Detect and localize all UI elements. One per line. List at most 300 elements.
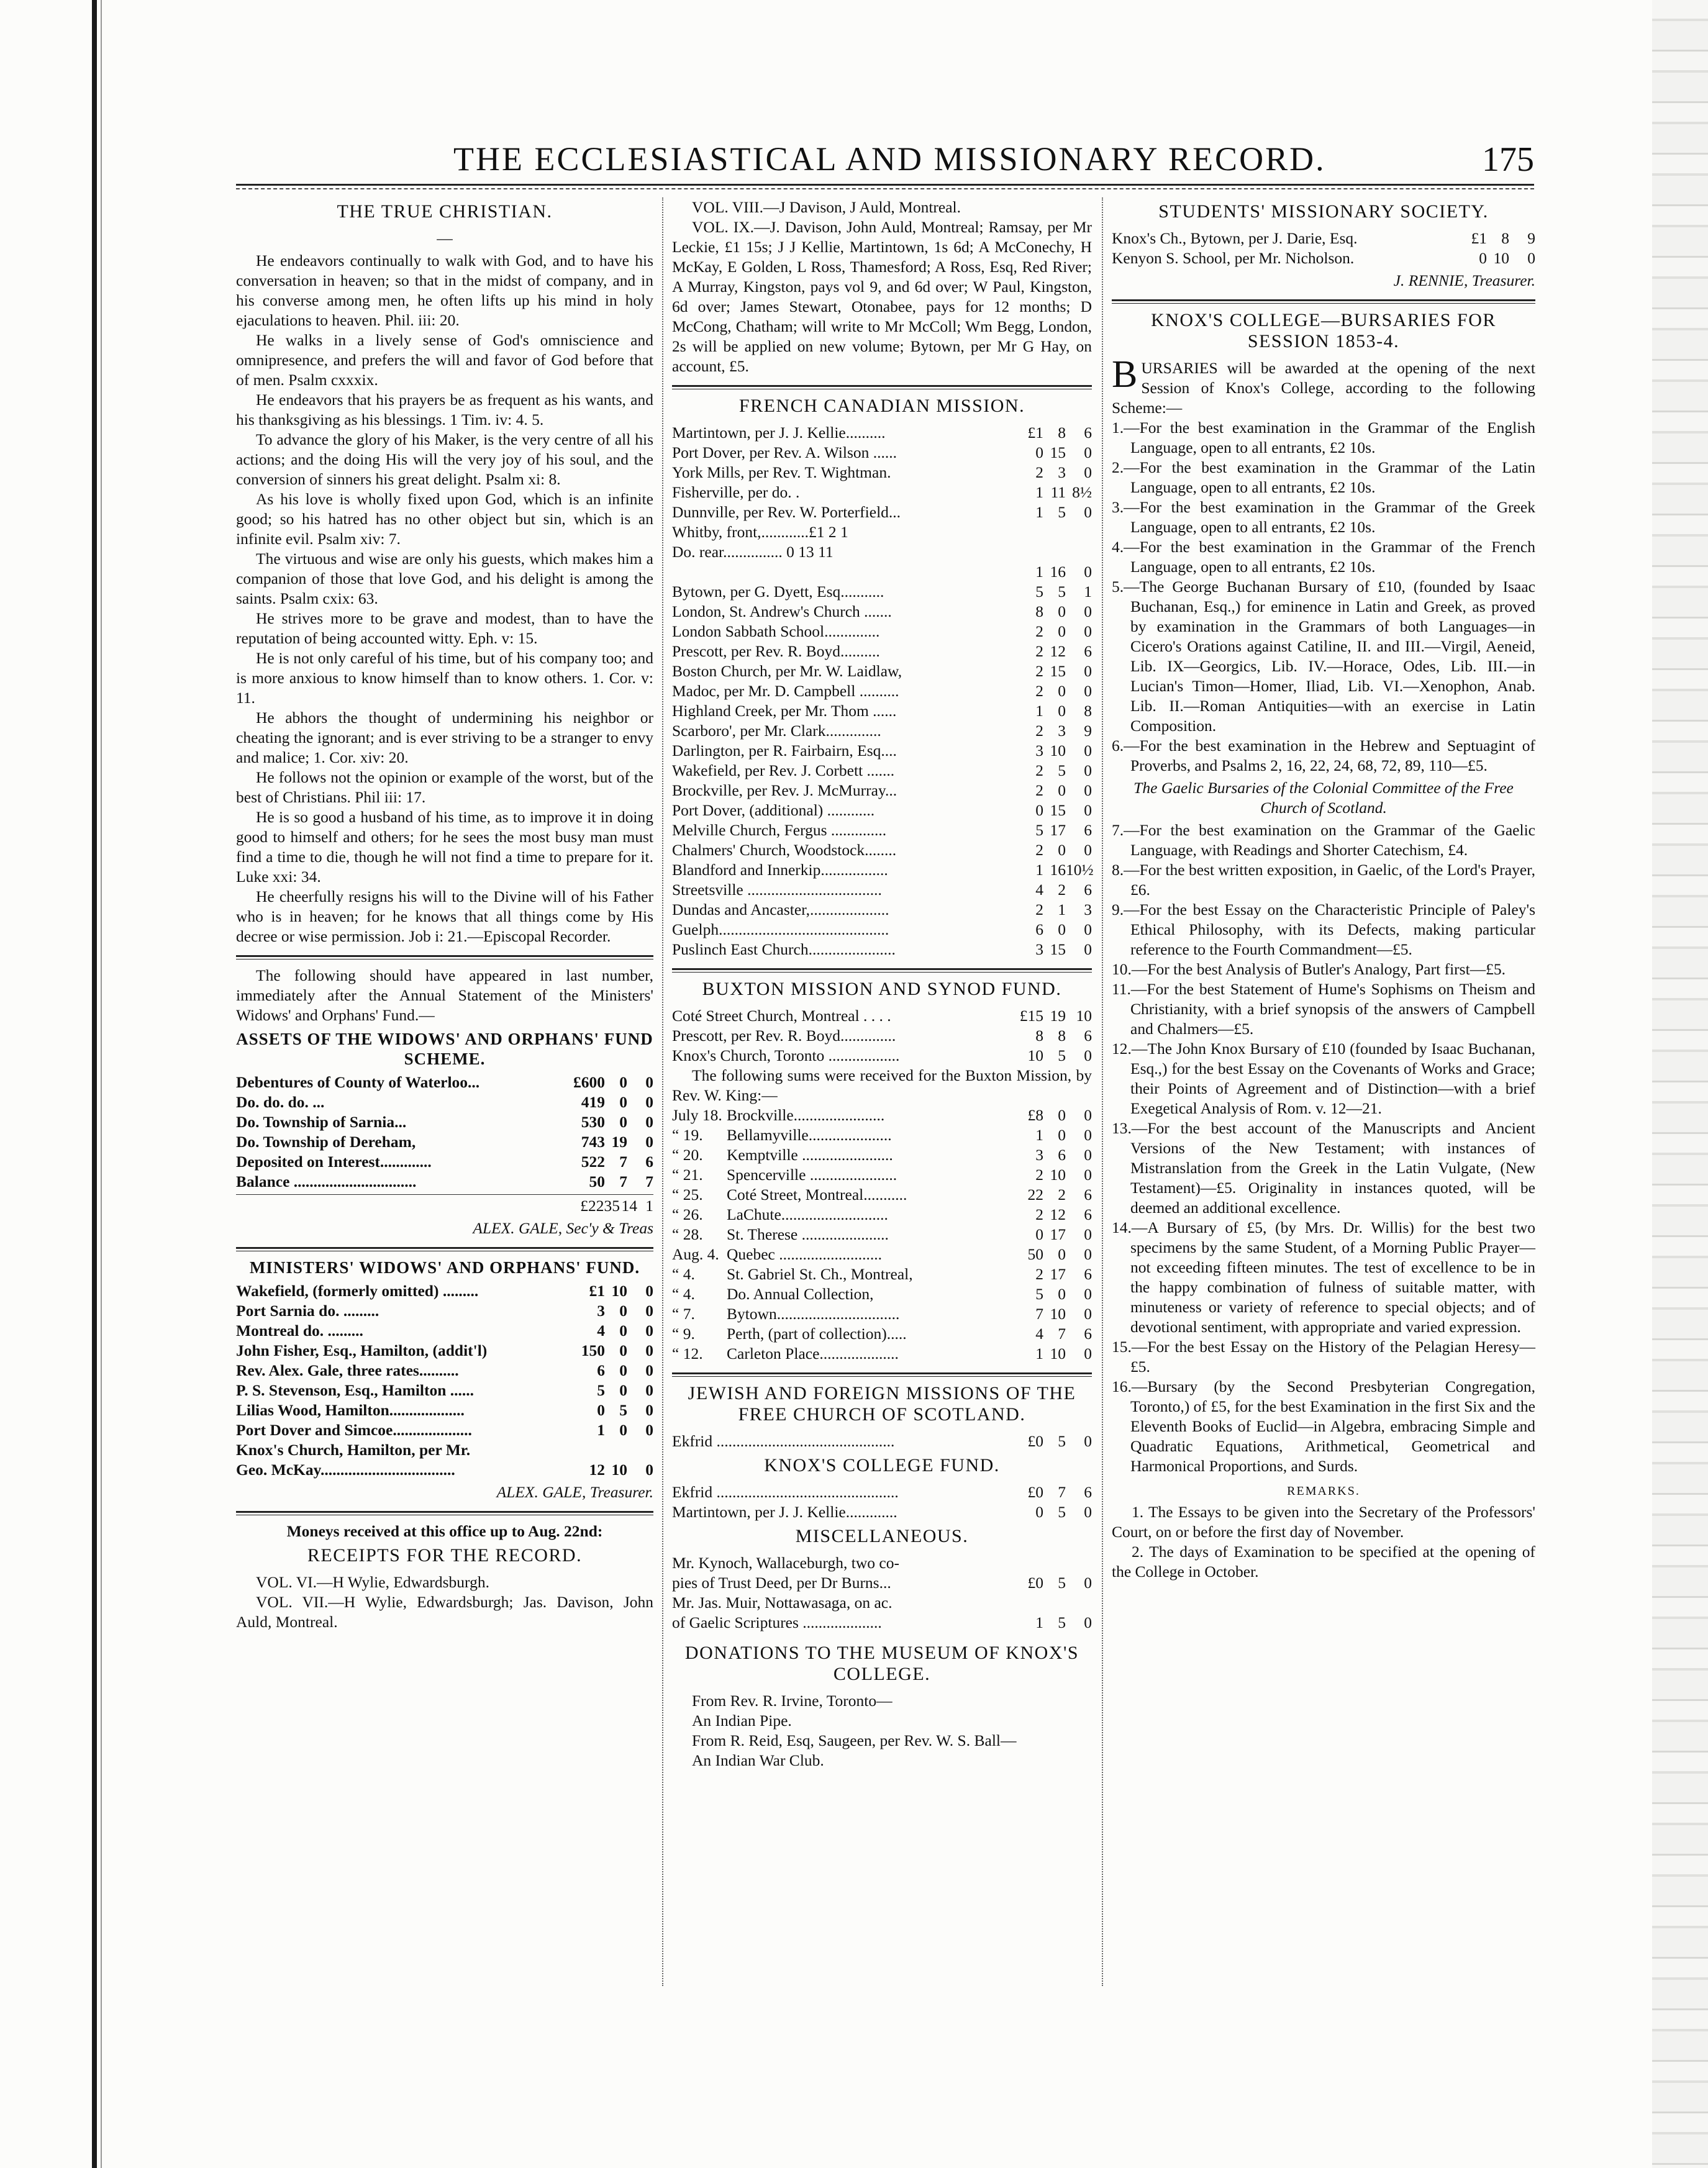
ledger-amount-d: 0	[1084, 920, 1092, 938]
ledger-row	[672, 1324, 1092, 1344]
ledger-amount-l: 0	[1035, 1225, 1043, 1243]
ledger-row	[672, 443, 1092, 463]
ledger-label: Port Dover and Simcoe....................	[236, 1421, 472, 1439]
ledger-amount-s: 12	[1050, 1205, 1066, 1223]
ledger-date: July 18.	[672, 1106, 722, 1124]
museum-line: From R. Reid, Esq, Saugeen, per Rev. W. S. Ball—	[692, 1731, 1017, 1749]
ledger-amount-d: 0	[645, 1093, 653, 1111]
ministers-signature: ALEX. GALE, Treasurer.	[496, 1483, 653, 1501]
ledger-amount-d: 0	[645, 1361, 653, 1379]
section-rule	[236, 1511, 653, 1515]
ledger-label: Kenyon S. School, per Mr. Nicholson.	[1112, 249, 1355, 267]
ledger-amount-l: 1	[1035, 702, 1043, 720]
ledger-label: Mr. Jas. Muir, Nottawasaga, on ac.	[672, 1594, 893, 1612]
ledger-row	[672, 463, 1092, 483]
ledger-amount-s: 0	[1058, 1285, 1066, 1303]
ledger-label: Martintown, per J. J. Kellie..........	[672, 424, 886, 442]
ledger-amount-l: 1	[1035, 1345, 1043, 1363]
ledger-label: Do. Township of Sarnia...	[236, 1113, 407, 1131]
buxton-title: BUXTON MISSION AND SYNOD FUND.	[702, 979, 1062, 999]
ledger-amount-l: 1	[1035, 1613, 1043, 1631]
paragraph: He is so good a husband of his time, as to improve it in doing good to himself and others; for he sees the most busy man must find a time to die, though he will not find a time to prepare for it. Luke xxi: 34.	[236, 808, 653, 886]
ledger-amount-d: 0	[1084, 443, 1092, 461]
column-3	[1112, 197, 1535, 1582]
ledger-amount-d: 9	[1084, 722, 1092, 740]
ledger-row	[672, 1344, 1092, 1364]
ledger-label: Highland Creek, per Mr. Thom ......	[672, 702, 897, 720]
receipt-line: VOL. VII.—H Wylie, Edwardsburgh; Jas. Davison, John Auld, Montreal.	[236, 1593, 653, 1631]
ledger-row	[236, 1132, 653, 1152]
ledger-row	[672, 1264, 1092, 1284]
ledger-label: St. Therese ......................	[727, 1225, 889, 1243]
ledger-row	[672, 1431, 1092, 1451]
ledger-amount-d: 0	[1084, 742, 1092, 760]
paragraph: To advance the glory of his Maker, is the very centre of all his actions; and the doing His will the very joy of his soul, and the conversion of sinners his great delight. Psalm xi: 8.	[236, 430, 653, 488]
ledger-amount-s: 10	[1050, 1305, 1066, 1323]
ledger-amount-l: £600	[573, 1073, 605, 1091]
ledger-label: Bytown...............................	[727, 1305, 900, 1323]
ledger-amount-l: 2	[1035, 1166, 1043, 1184]
ledger-amount-d: 8	[1084, 702, 1092, 720]
ledger-label: Debentures of County of Waterloo...	[236, 1073, 480, 1091]
ledger-amount-l: 3	[1035, 940, 1043, 958]
museum-line: From Rev. R. Irvine, Toronto—	[692, 1692, 893, 1710]
ledger-amount-s: 2	[1058, 1186, 1066, 1204]
ledger-label: Wakefield, (formerly omitted) .........	[236, 1282, 479, 1300]
ledger-amount-d: 0	[645, 1461, 653, 1479]
ledger-row	[672, 1165, 1092, 1185]
ledger-row	[236, 1092, 653, 1112]
ledger-amount-l: 0	[1479, 249, 1487, 267]
ledger-date: “ 19.	[672, 1126, 703, 1144]
ledger-amount-s: 0	[619, 1361, 627, 1379]
ledger-label: Ekfrid .............................................	[672, 1432, 895, 1450]
ledger-amount-s: 5	[1058, 761, 1066, 779]
ledger-amount-l: 5	[597, 1381, 605, 1399]
ledger-amount-d: 0	[1084, 463, 1092, 481]
ledger-label: Geo. McKay..................................	[236, 1461, 455, 1479]
museum-line: An Indian Pipe.	[692, 1712, 792, 1730]
ledger-row	[236, 1400, 653, 1420]
ledger-label: Spencerville ......................	[727, 1166, 897, 1184]
ledger-amount-s: 0	[619, 1322, 627, 1340]
ledger-amount-d: 0	[1084, 1305, 1092, 1323]
true-christian-text	[236, 251, 653, 946]
ledger-label: Whitby, front,............£1 2 1	[672, 523, 848, 541]
ledger-amount-s: 5	[1058, 583, 1066, 601]
ledger-amount-d: 0	[1084, 602, 1092, 620]
ledger-amount-s: 15	[1050, 801, 1066, 819]
ledger-amount-s: 0	[1058, 781, 1066, 799]
ledger-label: Melville Church, Fergus ..............	[672, 821, 887, 839]
ledger-amount-d: 9	[1527, 229, 1535, 247]
ledger-label: Rev. Alex. Gale, three rates..........	[236, 1361, 459, 1379]
ledger-label: London, St. Andrew's Church .......	[672, 602, 892, 620]
ledger-date: “ 7.	[672, 1305, 695, 1323]
ledger-amount-l: 419	[581, 1093, 605, 1111]
ledger-amount-s: 2	[1058, 881, 1066, 899]
ledger-row	[672, 801, 1092, 820]
bursaries-intro: BURSARIES will be awarded at the opening of the next Session of Knox's College, according to the following Scheme:—	[1112, 353, 1535, 417]
ledger-row	[672, 582, 1092, 602]
ledger-label: Dundas and Ancaster,....................	[672, 900, 889, 918]
ledger-label: pies of Trust Deed, per Dr Burns...	[672, 1574, 891, 1592]
ledger-label: Guelph...........................................	[672, 920, 889, 938]
paragraph: He follows not the opinion or example of the worst, but of the best of Christians. Phil iii: 17.	[236, 768, 653, 806]
ledger-amount-d: 6	[1084, 1205, 1092, 1223]
ledger-amount-s: 10	[611, 1461, 627, 1479]
ledger-date: “ 4.	[672, 1285, 695, 1303]
ledger-row	[672, 1593, 1092, 1613]
ledger-amount-d: 10½	[1066, 861, 1094, 879]
ledger-label: Bytown, per G. Dyett, Esq...........	[672, 583, 884, 601]
ledger-amount-l: 0	[1035, 443, 1043, 461]
ledger-label: Do. Annual Collection,	[727, 1285, 874, 1303]
ledger-amount-d: 0	[1084, 1126, 1092, 1144]
ledger-row	[672, 1284, 1092, 1304]
ledger-amount-s: 0	[619, 1381, 627, 1399]
ledger-amount-s: 0	[619, 1093, 627, 1111]
bursaries-list	[1112, 418, 1535, 776]
ledger-label: Deposited on Interest.............	[236, 1153, 432, 1171]
ledger-amount-l: 743	[581, 1133, 605, 1151]
receipts-continued	[672, 197, 1092, 376]
ledger-row	[672, 522, 1092, 542]
ledger-label: Do. Township of Dereham,	[236, 1133, 416, 1151]
ledger-label: Madoc, per Mr. D. Campbell ..........	[672, 682, 899, 700]
ledger-amount-s: 15	[1050, 662, 1066, 680]
ledger-date: “ 9.	[672, 1325, 695, 1343]
ledger-amount-s: 3	[1058, 722, 1066, 740]
ledger-amount-d: 0	[1084, 1613, 1092, 1631]
divider-dash: —	[437, 229, 453, 247]
students-society-table	[1112, 229, 1535, 268]
section-rule	[672, 1372, 1092, 1377]
ledger-label: Port Dover, per Rev. A. Wilson ......	[672, 443, 897, 461]
ledger-amount-l: 8	[1035, 602, 1043, 620]
buxton-intro: The following sums were received for the Buxton Mission, by Rev. W. King:—	[672, 1066, 1092, 1104]
ledger-amount-l: 522	[581, 1153, 605, 1171]
ledger-amount-d: 6	[1084, 1027, 1092, 1045]
ledger-row	[672, 1125, 1092, 1145]
ledger-label: of Gaelic Scriptures ....................	[672, 1613, 882, 1631]
ledger-label: Kemptville .......................	[727, 1146, 893, 1164]
page-edge-shadow	[92, 0, 97, 2168]
ledger-row	[236, 1112, 653, 1132]
ledger-label: Boston Church, per Mr. W. Laidlaw,	[672, 662, 902, 680]
section-rule	[236, 955, 653, 959]
ledger-amount-s: 5	[1058, 1613, 1066, 1631]
ledger-label: Port Dover, (additional) ............	[672, 801, 875, 819]
ledger-row	[236, 1460, 653, 1480]
paragraph: He endeavors that his prayers be as frequent as his wants, and his thanksgiving as his blessings. 1 Tim. iv: 4. 5.	[236, 391, 653, 429]
ledger-label: Knox's Church, Hamilton, per Mr.	[236, 1441, 471, 1459]
ledger-row	[672, 1145, 1092, 1165]
ledger-label: Brockville, per Rev. J. McMurray...	[672, 781, 897, 799]
ledger-row	[672, 840, 1092, 860]
ledger-amount-s: 10	[1493, 249, 1509, 267]
ledger-row	[236, 1381, 653, 1400]
ledger-amount-s: 5	[1058, 1574, 1066, 1592]
ledger-amount-l: 2	[1035, 1205, 1043, 1223]
ledger-row	[672, 1105, 1092, 1125]
ledger-amount-l: 10	[1027, 1046, 1043, 1064]
ledger-label: Chalmers' Church, Woodstock........	[672, 841, 897, 859]
ledger-amount-l: 50	[1027, 1245, 1043, 1263]
ledger-row	[672, 661, 1092, 681]
ledger-amount-s: 17	[1050, 821, 1066, 839]
students-signature: J. RENNIE, Treasurer.	[1393, 271, 1535, 289]
ledger-amount-s: 3	[1058, 463, 1066, 481]
ledger-amount-l: 6	[597, 1361, 605, 1379]
ledger-row	[672, 701, 1092, 721]
ledger-amount-l: £1	[589, 1282, 605, 1300]
ledger-date: “ 28.	[672, 1225, 703, 1243]
ledger-amount-s: 7	[1058, 1483, 1066, 1501]
ledger-amount-d: 0	[1084, 1345, 1092, 1363]
ledger-amount-s: 0	[619, 1341, 627, 1359]
ledger-label: P. S. Stevenson, Esq., Hamilton ......	[236, 1381, 475, 1399]
ledger-amount-s: 17	[1050, 1265, 1066, 1283]
bursary-item: 11.—For the best Statement of Hume's Sophisms on Theism and Christianity, with a brief synopsis of the answers of Campbell and Chalmers—£5.	[1112, 980, 1535, 1038]
ledger-row	[672, 1205, 1092, 1225]
ledger-row	[236, 1361, 653, 1381]
bursary-item: 9.—For the best Essay on the Characteristic Principle of Paley's Ethical Philosophy, with its Defects, making particular reference to the Fourth Commandment—£5.	[1112, 900, 1535, 958]
ledger-amount-d: 6	[645, 1153, 653, 1171]
ledger-amount-l: 1	[1035, 483, 1043, 501]
ledger-amount-l: 3	[1035, 742, 1043, 760]
ledger-label: Montreal do. .........	[236, 1322, 363, 1340]
ledger-amount-d: 6	[1084, 1265, 1092, 1283]
ledger-amount-l: 1	[1035, 861, 1043, 879]
ledger-amount-d: 0	[1084, 622, 1092, 640]
ledger-row	[1112, 229, 1535, 248]
ledger-amount-d: 0	[645, 1113, 653, 1131]
ledger-label: Prescott, per Rev. R. Boyd..............	[672, 1027, 896, 1045]
ledger-amount-d: 0	[1084, 563, 1092, 581]
ledger-row	[672, 1185, 1092, 1205]
column-1	[236, 197, 653, 1632]
ledger-row	[672, 1245, 1092, 1264]
ledger-amount-d: 0	[1084, 761, 1092, 779]
header-rule	[236, 184, 1534, 189]
ledger-amount-l: 8	[1035, 1027, 1043, 1045]
ledger-amount-d: 0	[1084, 801, 1092, 819]
jewish-title: JEWISH AND FOREIGN MISSIONS OF THE FREE CHURCH OF SCOTLAND.	[688, 1383, 1076, 1425]
ledger-amount-l: £0	[1027, 1432, 1043, 1450]
ledger-row	[236, 1172, 653, 1192]
column-divider-1	[662, 197, 663, 1986]
ledger-amount-s: 11	[1050, 483, 1066, 501]
ledger-amount-s: 0	[1058, 622, 1066, 640]
ledger-label: Balance ...............................	[236, 1172, 417, 1191]
ledger-row	[672, 721, 1092, 741]
ledger-row	[672, 860, 1092, 880]
ledger-amount-s: 15	[1050, 940, 1066, 958]
ledger-label: Lilias Wood, Hamilton...................	[236, 1401, 465, 1419]
ledger-label: Darlington, per R. Fairbairn, Esq....	[672, 742, 897, 760]
ledger-amount-d: 6	[1084, 1186, 1092, 1204]
ledger-row	[672, 880, 1092, 900]
ledger-amount-d: 1	[1084, 583, 1092, 601]
ledger-row	[672, 681, 1092, 701]
ledger-date: “ 26.	[672, 1205, 703, 1223]
museum-list	[672, 1691, 1092, 1771]
page-edge-line	[101, 0, 102, 2168]
ledger-amount-l: £0	[1027, 1574, 1043, 1592]
bursary-item: 2.—For the best examination in the Grammar of the Latin Language, open to all entrants, £2 10s.	[1112, 458, 1535, 496]
ledger-amount-l: 5	[1035, 1285, 1043, 1303]
buxton-table	[672, 1006, 1092, 1066]
ledger-amount-l: £0	[1027, 1483, 1043, 1501]
ledger-amount-l: 2	[1035, 722, 1043, 740]
ledger-amount-s: 0	[1058, 682, 1066, 700]
ledger-amount-d: 0	[1084, 1503, 1092, 1521]
ledger-amount-d: 0	[1084, 682, 1092, 700]
ledger-amount-s: 16	[1050, 861, 1066, 879]
ledger-row	[672, 1046, 1092, 1066]
paragraph: The virtuous and wise are only his guests, which makes him a companion of those that love God, and his delight is among the saints. Psalm cxix: 63.	[236, 550, 653, 607]
ledger-amount-s: 0	[619, 1073, 627, 1091]
ledger-date: “ 25.	[672, 1186, 703, 1204]
page-number: 175	[1482, 140, 1534, 179]
bursary-item: 5.—The George Buchanan Bursary of £10, (founded by Isaac Buchanan, Esq.,) for eminence in Latin and Greek, as proved by examination in the Grammars of both Languages—in Cicero's Orations against Catiline, II. and III.—Virgil, Aeneid, Lib. IX—Georgics, Lib. IV.—Horace, Odes, Lib. III.—in Lucian's Timon—Homer, Iliad, Lib. VI.—Xenophon, Anab. Lib. II.—Roman Antiquities—with an exercise in Latin Composition.	[1112, 578, 1535, 735]
ledger-amount-s: 5	[619, 1401, 627, 1419]
ledger-amount-l: 2	[1035, 662, 1043, 680]
ledger-label: Do. do. do. ...	[236, 1093, 325, 1111]
ledger-label: Blandford and Innerkip.................	[672, 861, 888, 879]
ledger-amount-l: 1	[1035, 563, 1043, 581]
notice-intro: The following should have appeared in last number, immediately after the Annual Statement of the Ministers' Widows' and Orphans' Fund.—	[236, 966, 653, 1024]
true-christian-title: THE TRUE CHRISTIAN.	[337, 201, 553, 222]
ledger-amount-d: 0	[1084, 662, 1092, 680]
column-2	[672, 197, 1092, 1771]
remark: 1. The Essays to be given into the Secretary of the Professors' Court, on or before the first day of November.	[1112, 1503, 1535, 1541]
ledger-amount-s: 10	[1050, 1166, 1066, 1184]
ledger-label: John Fisher, Esq., Hamilton, (addit'l)	[236, 1341, 488, 1359]
ledger-amount-l: 1	[1035, 1126, 1043, 1144]
ledger-amount-l: 6	[1035, 920, 1043, 938]
bursary-item: 10.—For the best Analysis of Butler's Analogy, Part first—£5.	[1112, 960, 1506, 978]
ledger-label: Ekfrid ..............................................	[672, 1483, 899, 1501]
ledger-date: “ 20.	[672, 1146, 703, 1164]
ledger-amount-s: 7	[1058, 1325, 1066, 1343]
ledger-amount-s: 8	[1501, 229, 1509, 247]
bursary-item: 12.—The John Knox Bursary of £10 (founded by Isaac Buchanan, Esq.,) for the best Essay on the Covenants of Works and Grace; their Points of Agreement and of Distinction—with a brief Exegetical Analysis of Rom. v. 12—21.	[1112, 1040, 1535, 1117]
ledger-amount-d: 3	[1084, 900, 1092, 918]
ledger-amount-s: 16	[1050, 563, 1066, 581]
ledger-amount-s: 8	[1058, 424, 1066, 442]
ledger-amount-l: 7	[1035, 1305, 1043, 1323]
remarks-title: REMARKS.	[1287, 1484, 1360, 1498]
knox-fund-table	[672, 1482, 1092, 1522]
ledger-amount-s: 0	[619, 1302, 627, 1320]
ledger-label: Wakefield, per Rev. J. Corbett .......	[672, 761, 895, 779]
ledger-amount-d: 0	[1084, 1106, 1092, 1124]
ledger-label: Coté Street Church, Montreal . . . .	[672, 1007, 891, 1025]
ledger-label: Puslinch East Church......................	[672, 940, 896, 958]
ledger-date: Aug. 4.	[672, 1245, 719, 1263]
ledger-amount-l: 1	[1035, 503, 1043, 521]
ledger-amount-l: 12	[589, 1461, 605, 1479]
bursary-item: 3.—For the best examination in the Grammar of the Greek Language, open to all entrants, £2 10s.	[1112, 498, 1535, 536]
gaelic-heading: The Gaelic Bursaries of the Colonial Committee of the Free Church of Scotland.	[1133, 779, 1514, 817]
ledger-amount-s: 10	[1050, 1345, 1066, 1363]
ledger-label: Carleton Place....................	[727, 1345, 899, 1363]
ledger-amount-d: 0	[1084, 841, 1092, 859]
ledger-label: Knox's Church, Toronto ..................	[672, 1046, 900, 1064]
ledger-amount-d: 0	[1084, 1574, 1092, 1592]
ledger-label: Martintown, per J. J. Kellie.............	[672, 1503, 897, 1521]
ledger-date: “ 4.	[672, 1265, 695, 1283]
ledger-amount-d: 0	[645, 1421, 653, 1439]
ledger-date: “ 21.	[672, 1166, 703, 1184]
ledger-amount-d: 0	[645, 1282, 653, 1300]
ledger-amount-s: 0	[1058, 702, 1066, 720]
misc-table	[672, 1553, 1092, 1633]
ledger-amount-d: 0	[645, 1073, 653, 1091]
assets-title: ASSETS OF THE WIDOWS' AND ORPHANS' FUND SCHEME.	[236, 1030, 653, 1068]
ledger-row	[236, 1321, 653, 1341]
ledger-amount-d: 0	[1084, 1285, 1092, 1303]
ledger-row	[672, 1225, 1092, 1245]
ledger-amount-l: 0	[597, 1401, 605, 1419]
ledger-label: Quebec ..........................	[727, 1245, 882, 1263]
ledger-amount-d: 0	[645, 1322, 653, 1340]
ledger-row	[672, 562, 1092, 582]
assets-table	[236, 1073, 653, 1192]
ledger-date: “ 12.	[672, 1345, 703, 1363]
bursary-item: 6.—For the best examination in the Hebrew and Septuagint of Proverbs, and Psalms 2, 16, 22, 24, 68, 72, 89, 110—£5.	[1112, 737, 1535, 774]
bursaries-list-2	[1112, 820, 1535, 1476]
ledger-label: Mr. Kynoch, Wallaceburgh, two co-	[672, 1554, 899, 1572]
paragraph: He is not only careful of his time, but of his company too; and is more anxious to know himself than to know others. 1. Cor. v: 11.	[236, 649, 653, 707]
ledger-amount-s: 0	[1058, 1106, 1066, 1124]
ledger-row	[236, 1420, 653, 1440]
ledger-row	[672, 1304, 1092, 1324]
ledger-amount-d: 8½	[1072, 483, 1092, 501]
ledger-amount-s: 5	[1058, 503, 1066, 521]
ledger-amount-s: 10	[611, 1282, 627, 1300]
bursary-item: 8.—For the best written exposition, in Gaelic, of the Lord's Prayer, £6.	[1112, 861, 1536, 899]
running-title: THE ECCLESIASTICAL AND MISSIONARY RECORD.	[453, 140, 1326, 178]
ledger-amount-d: 6	[1084, 881, 1092, 899]
ledger-amount-s: 19	[1050, 1007, 1066, 1025]
ledger-row	[672, 920, 1092, 940]
ledger-label: Fisherville, per do. .	[672, 483, 800, 501]
ledger-amount-d: 0	[1084, 781, 1092, 799]
ledger-amount-l: 1	[597, 1421, 605, 1439]
ledger-amount-s: 12	[1050, 642, 1066, 660]
ledger-amount-s: 8	[1058, 1027, 1066, 1045]
ledger-amount-l: 3	[1035, 1146, 1043, 1164]
ledger-amount-s: 0	[1058, 602, 1066, 620]
ledger-amount-d: 0	[1084, 1166, 1092, 1184]
ledger-row	[672, 502, 1092, 522]
ledger-amount-d: 0	[1084, 1046, 1092, 1064]
ledger-row	[1112, 248, 1535, 268]
ledger-amount-d: 0	[1527, 249, 1535, 267]
french-mission-table	[672, 423, 1092, 959]
ledger-amount-s: 0	[1058, 1126, 1066, 1144]
scan-margin-noise	[1652, 0, 1708, 2168]
ledger-amount-l: 2	[1035, 463, 1043, 481]
ledger-amount-s: 5	[1058, 1046, 1066, 1064]
ledger-amount-l: 2	[1035, 841, 1043, 859]
ledger-amount-d: 0	[1084, 1245, 1092, 1263]
ledger-row	[672, 423, 1092, 443]
assets-signature: ALEX. GALE, Sec'y & Treas	[473, 1219, 653, 1237]
